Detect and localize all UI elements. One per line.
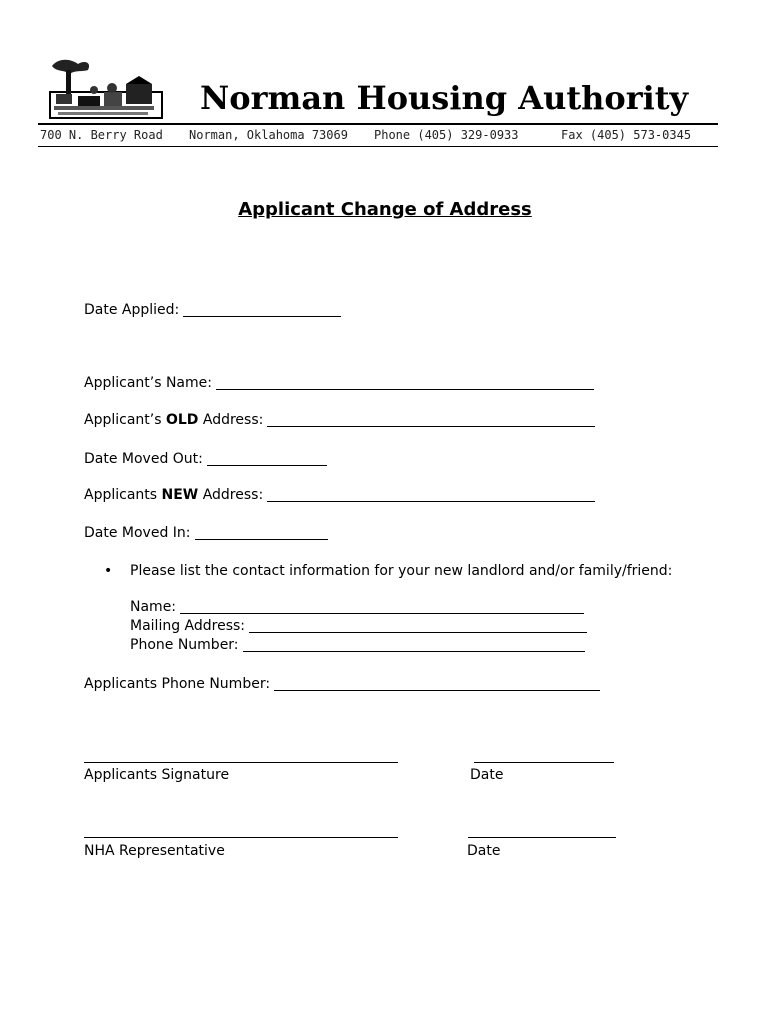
contact-mailing-row: [130, 617, 587, 636]
housing-authority-logo: [48, 56, 168, 120]
new-address-row: [84, 485, 595, 505]
contact-mailing-label: Mailing Address:: [130, 618, 246, 634]
contact-name-label: Name:: [130, 599, 177, 615]
applicant-phone-row: [84, 674, 600, 694]
applicant-date-label: Date: [470, 767, 504, 783]
contact-mailing-field[interactable]: [249, 617, 587, 633]
org-city: Norman, Oklahoma 73069: [189, 128, 348, 142]
date-applied-row: [84, 300, 341, 320]
org-name: Norman Housing Authority: [200, 79, 689, 117]
date-applied-field[interactable]: [183, 301, 341, 317]
contact-phone-row: [130, 636, 585, 655]
org-phone: Phone (405) 329-0933: [374, 128, 519, 142]
applicant-name-row: [84, 373, 594, 393]
org-address: 700 N. Berry Road: [40, 128, 163, 142]
old-address-field[interactable]: [267, 411, 595, 427]
applicant-date-line[interactable]: [474, 762, 614, 763]
date-moved-in-label: Date Moved In:: [84, 525, 191, 541]
contact-instruction: [104, 561, 672, 581]
rep-date-line[interactable]: [468, 837, 616, 838]
bullet-icon: •: [104, 563, 113, 579]
date-applied-label: Date Applied:: [84, 302, 180, 318]
date-moved-out-label: Date Moved Out:: [84, 451, 203, 467]
applicant-signature-line[interactable]: [84, 762, 398, 763]
rep-signature-line[interactable]: [84, 837, 398, 838]
applicant-name-field[interactable]: [216, 374, 594, 390]
new-address-label: Applicants NEW Address:: [84, 487, 264, 503]
contact-phone-label: Phone Number:: [130, 637, 239, 653]
rep-date-label: Date: [467, 843, 501, 859]
contact-instruction-text: Please list the contact information for your new landlord and/or family/friend:: [130, 563, 673, 579]
org-fax: Fax (405) 573-0345: [561, 128, 692, 142]
rep-signature-label: NHA Representative: [84, 843, 225, 859]
date-moved-in-row: [84, 523, 328, 543]
header-divider-bottom: [38, 146, 718, 147]
contact-name-row: [130, 598, 584, 617]
date-moved-out-field[interactable]: [207, 450, 327, 466]
date-moved-out-row: [84, 449, 327, 469]
header-divider-top: [38, 123, 718, 125]
applicant-phone-field[interactable]: [274, 675, 600, 691]
contact-name-field[interactable]: [180, 598, 584, 614]
applicant-name-label: Applicant’s Name:: [84, 375, 212, 391]
old-address-label: Applicant’s OLD Address:: [84, 412, 264, 428]
form-title: Applicant Change of Address: [238, 199, 532, 220]
applicant-signature-label: Applicants Signature: [84, 767, 230, 783]
applicant-phone-label: Applicants Phone Number:: [84, 676, 271, 692]
new-address-field[interactable]: [267, 486, 595, 502]
contact-phone-field[interactable]: [243, 636, 585, 652]
old-address-row: [84, 410, 595, 430]
date-moved-in-field[interactable]: [195, 524, 328, 540]
